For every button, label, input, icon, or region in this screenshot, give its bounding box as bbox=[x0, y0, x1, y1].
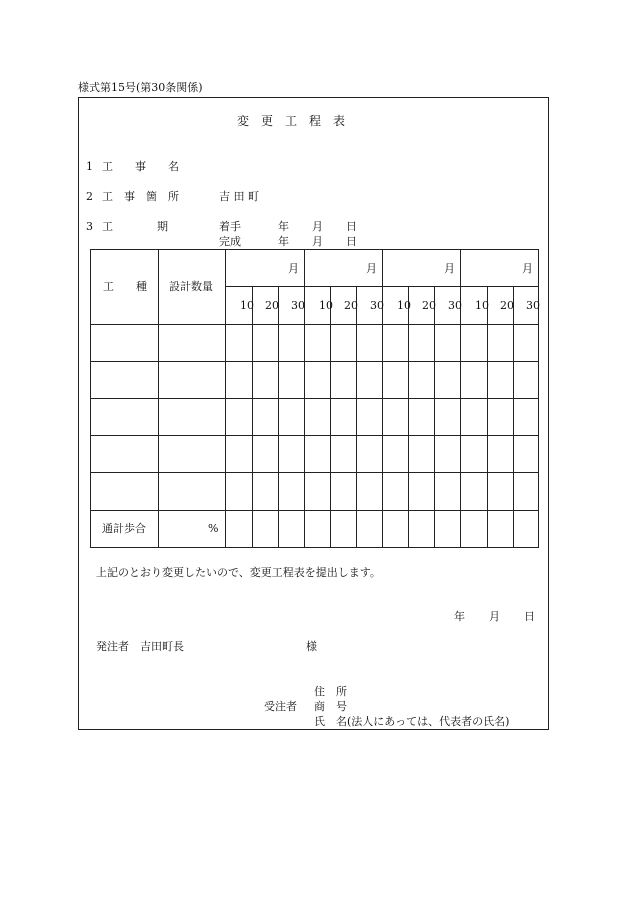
grid-line bbox=[225, 249, 226, 548]
end-label: 完成 bbox=[219, 235, 241, 248]
header-design-qty: 設計数量 bbox=[169, 280, 213, 293]
total-label: 通計歩合 bbox=[102, 522, 146, 535]
month-header-3: 月 bbox=[444, 262, 455, 275]
grid-line bbox=[408, 286, 409, 548]
grid-line bbox=[460, 249, 461, 548]
day-tick: 20 bbox=[422, 299, 436, 312]
contractor-name-label: 氏 名(法人にあっては、代表者の氏名) bbox=[314, 715, 510, 728]
month-header-4: 月 bbox=[522, 262, 533, 275]
day-tick: 10 bbox=[240, 299, 254, 312]
contractor-role-label: 受注者 bbox=[264, 700, 297, 713]
day-tick: 20 bbox=[500, 299, 514, 312]
end-month: 月 bbox=[312, 235, 323, 248]
grid-line bbox=[304, 249, 305, 548]
day-tick: 20 bbox=[344, 299, 358, 312]
day-tick: 30 bbox=[291, 299, 305, 312]
day-tick: 30 bbox=[526, 299, 540, 312]
date-month: 月 bbox=[489, 610, 500, 623]
grid-line bbox=[356, 286, 357, 548]
item3-number: 3 bbox=[86, 220, 93, 233]
form-number: 様式第15号(第30条関係) bbox=[78, 81, 203, 94]
start-label: 着手 bbox=[219, 220, 241, 233]
grid-line bbox=[252, 286, 253, 548]
grid-line bbox=[513, 286, 514, 548]
header-work-type: 工 種 bbox=[103, 280, 147, 293]
item2-number: 2 bbox=[86, 190, 93, 203]
start-day: 日 bbox=[346, 220, 357, 233]
orderer-honorific: 様 bbox=[306, 640, 317, 653]
contractor-trade-name-label: 商 号 bbox=[314, 700, 347, 713]
item2-value: 吉 田 町 bbox=[219, 190, 259, 203]
grid-line bbox=[278, 286, 279, 548]
item1-number: 1 bbox=[86, 160, 93, 173]
item2-label: 工 事 箇 所 bbox=[102, 190, 179, 203]
end-day: 日 bbox=[346, 235, 357, 248]
grid-line bbox=[330, 286, 331, 548]
month-header-2: 月 bbox=[366, 262, 377, 275]
day-tick: 10 bbox=[475, 299, 489, 312]
day-tick: 20 bbox=[265, 299, 279, 312]
month-header-1: 月 bbox=[288, 262, 299, 275]
date-day: 日 bbox=[524, 610, 535, 623]
day-tick: 10 bbox=[319, 299, 333, 312]
date-year: 年 bbox=[454, 610, 465, 623]
percent-symbol: % bbox=[208, 522, 219, 535]
contractor-address-label: 住 所 bbox=[314, 685, 347, 698]
grid-line bbox=[434, 286, 435, 548]
item1-label: 工 事 名 bbox=[102, 160, 179, 173]
orderer-label: 発注者 吉田町長 bbox=[96, 640, 184, 653]
day-tick: 10 bbox=[397, 299, 411, 312]
end-year: 年 bbox=[278, 235, 289, 248]
grid-line bbox=[382, 249, 383, 548]
form-title: 変 更 工 程 表 bbox=[237, 114, 346, 128]
item3-label: 工 期 bbox=[102, 220, 168, 233]
day-tick: 30 bbox=[448, 299, 462, 312]
grid-line bbox=[158, 249, 159, 548]
start-month: 月 bbox=[312, 220, 323, 233]
grid-line bbox=[487, 286, 488, 548]
day-tick: 30 bbox=[370, 299, 384, 312]
start-year: 年 bbox=[278, 220, 289, 233]
statement: 上記のとおり変更したいので、変更工程表を提出します。 bbox=[96, 566, 381, 579]
